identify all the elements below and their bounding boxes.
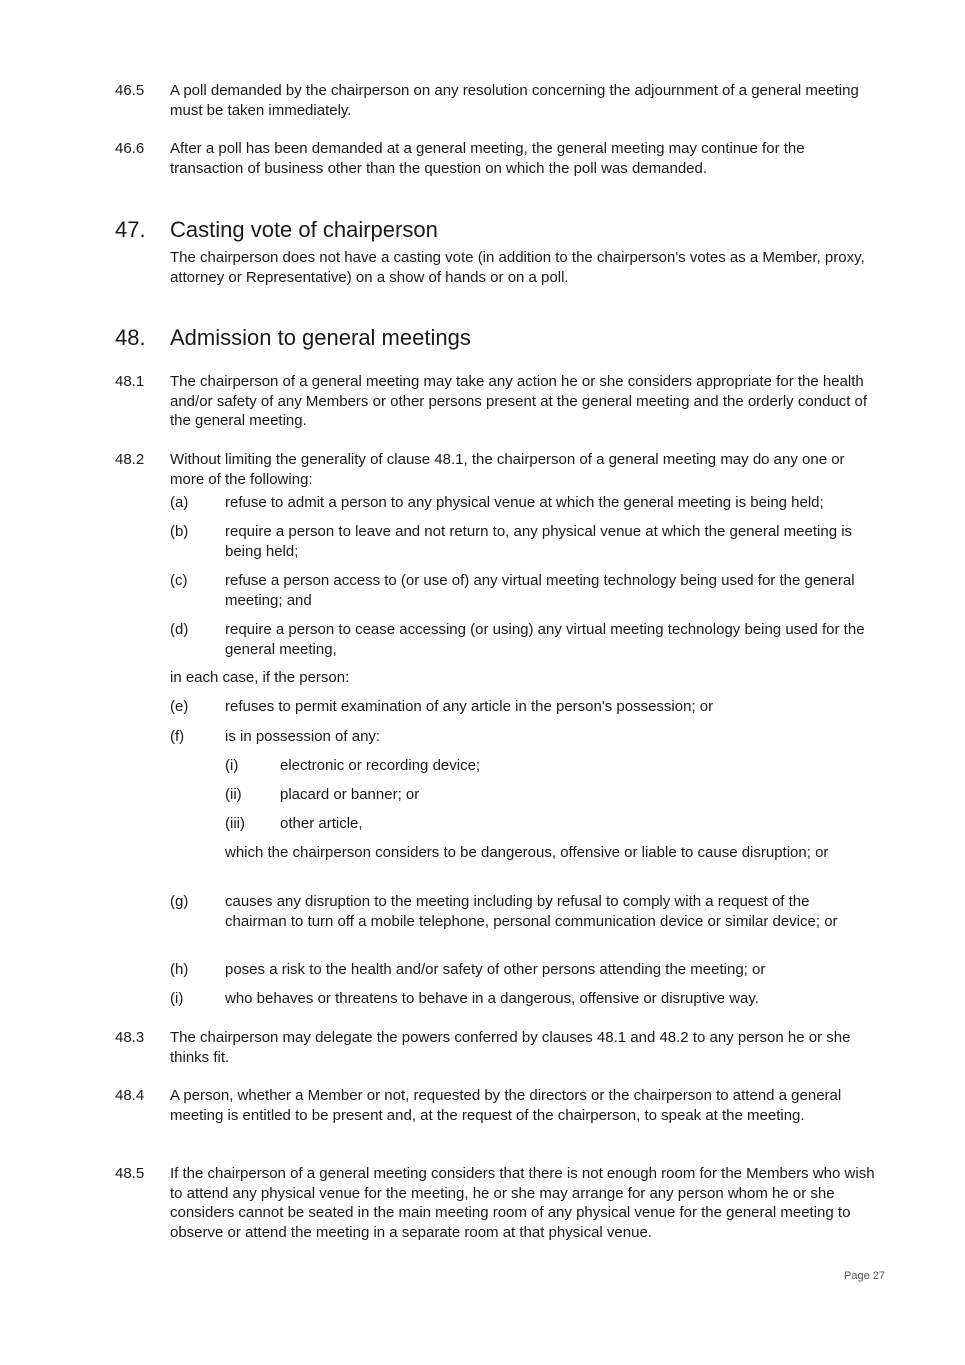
clause-text: The chairperson of a general meeting may take any action he or she considers appropriate for the health and/or safety of any Members or other persons present at the general meeting and the orderly conduct of the general meeting.: [170, 373, 868, 429]
item-marker: (ii): [225, 786, 242, 803]
item-text: who behaves or threatens to behave in a dangerous, offensive or disruptive way.: [225, 990, 759, 1007]
section-47-body: The chairperson does not have a casting vote (in addition to the chairperson's votes as a Member, proxy, attorney or Representative) on a show of hands or on a poll.: [170, 249, 865, 286]
clause-46-5: [115, 81, 875, 120]
list-item: [170, 493, 875, 513]
item-marker: (h): [170, 961, 189, 978]
item-marker: (i): [225, 757, 239, 774]
clause-text: If the chairperson of a general meeting considers that there is not enough room for the Members who wish to attend any physical venue for the meeting, he or she may arrange for any person whom he or she considers cannot be seated in the main meeting room of any physical venue for the general meeting to observe or attend the meeting in a separate room at that physical venue.: [170, 1165, 875, 1241]
clause-48-1: [115, 372, 875, 431]
item-marker: (f): [170, 728, 185, 745]
item-marker: (a): [170, 494, 189, 511]
list-item: [225, 756, 875, 776]
item-text: poses a risk to the health and/or safety of other persons attending the meeting; or: [225, 961, 766, 978]
item-text: causes any disruption to the meeting including by refusal to comply with a request of the chairman to turn off a mobile telephone, personal communication device or similar device; or: [225, 893, 838, 930]
item-marker: (d): [170, 621, 189, 638]
clause-number: 48.4: [115, 1087, 145, 1104]
item-text: require a person to cease accessing (or using) any virtual meeting technology being used for the general meeting,: [225, 621, 865, 658]
item-text: refuse a person access to (or use of) any virtual meeting technology being used for the general meeting; and: [225, 572, 855, 609]
item-marker: (iii): [225, 815, 245, 832]
list-item: [170, 727, 875, 747]
clause-text: A poll demanded by the chairperson on any resolution concerning the adjournment of a general meeting must be taken immediately.: [170, 82, 859, 119]
clause-number: 46.6: [115, 140, 145, 157]
item-text: other article,: [280, 815, 363, 832]
item-text: refuse to admit a person to any physical venue at which the general meeting is being held;: [225, 494, 824, 511]
item-text: is in possession of any:: [225, 728, 381, 745]
clause-text: The chairperson may delegate the powers conferred by clauses 48.1 and 48.2 to any person he or she thinks fit.: [170, 1029, 851, 1066]
page-number: Page 27: [844, 1270, 885, 1282]
which-text: which the chairperson considers to be dangerous, offensive or liable to cause disruption; or: [225, 844, 829, 861]
item-text: refuses to permit examination of any article in the person's possession; or: [225, 698, 714, 715]
item-text: require a person to leave and not return to, any physical venue at which the general meeting is being held;: [225, 523, 853, 560]
item-text: electronic or recording device;: [280, 757, 481, 774]
list-item: [170, 522, 875, 561]
clause-text: After a poll has been demanded at a general meeting, the general meeting may continue for the transaction of business other than the question on which the poll was demanded.: [170, 140, 805, 177]
item-text: placard or banner; or: [280, 786, 420, 803]
list-item: [170, 960, 875, 980]
clause-48-2: [115, 450, 875, 489]
clause-number: 48.1: [115, 373, 145, 390]
clause-text: A person, whether a Member or not, requested by the directors or the chairperson to attend a general meeting is entitled to be present and, at the request of the chairperson, to speak at the meeting.: [170, 1087, 842, 1124]
list-item: [170, 892, 875, 931]
clause-text: Without limiting the generality of clause 48.1, the chairperson of a general meeting may do any one or more of the following:: [170, 451, 845, 488]
section-title: Admission to general meetings: [170, 325, 471, 350]
list-item: [225, 785, 875, 805]
section-title: Casting vote of chairperson: [170, 217, 438, 242]
section-number: 48.: [115, 325, 146, 350]
list-item: [170, 620, 875, 659]
item-marker: (g): [170, 893, 189, 910]
list-item: [170, 989, 875, 1009]
section-number: 47.: [115, 217, 146, 242]
list-item: [225, 814, 875, 834]
list-item: [170, 571, 875, 610]
clause-number: 48.2: [115, 451, 145, 468]
item-marker: (e): [170, 698, 189, 715]
clause-number: 48.5: [115, 1165, 145, 1182]
clause-46-6: [115, 139, 875, 178]
clause-number: 48.3: [115, 1029, 145, 1046]
item-marker: (i): [170, 990, 184, 1007]
in-each-case-text: in each case, if the person:: [170, 669, 350, 686]
clause-48-4: [115, 1086, 875, 1125]
item-marker: (c): [170, 572, 188, 589]
list-item: [170, 697, 875, 717]
item-marker: (b): [170, 523, 189, 540]
clause-48-5: [115, 1164, 875, 1242]
clause-48-3: [115, 1028, 875, 1067]
clause-number: 46.5: [115, 82, 145, 99]
